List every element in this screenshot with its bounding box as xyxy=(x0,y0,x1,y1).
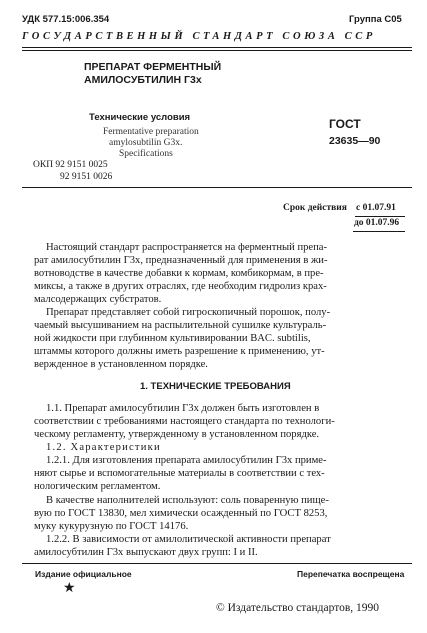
validity-underline-from xyxy=(355,216,405,217)
text-line: малсодержащих субстратов. xyxy=(34,294,162,305)
clause-1-2-2 xyxy=(34,533,404,559)
text-line: вотноводстве в качестве добавки к кормам, комбикормам, в пре- xyxy=(34,268,324,279)
clause-1-2-1 xyxy=(34,454,404,493)
header-rule-top xyxy=(22,47,412,48)
document-title-line1: ПРЕПАРАТ ФЕРМЕНТНЫЙ xyxy=(84,61,222,73)
text-line: штаммы которого должны иметь разрешение к применению, ут- xyxy=(34,346,325,357)
english-title-line2: amylosubtilin G3x. xyxy=(109,138,183,148)
text-line: вержденное в установленном порядке. xyxy=(34,359,208,370)
clause-1-2 xyxy=(34,441,404,454)
udk-code: УДК 577.15:006.354 xyxy=(22,14,110,25)
copyright-notice: © Издательство стандартов, 1990 xyxy=(216,602,380,614)
text-line: 1.2.2. В зависимости от амилолитической активности препарат xyxy=(46,534,331,545)
validity-underline-to xyxy=(353,231,405,232)
english-title-line3: Specifications xyxy=(119,149,173,159)
text-line: вую по ГОСТ 13830, мел химически осажденный по ГОСТ 8253, xyxy=(34,508,328,519)
text-line: рат амилосубтилин Г3х, предназначенный для применения в жи- xyxy=(34,255,328,266)
text-line: 1.2. Характеристики xyxy=(46,442,161,453)
text-line: 1.1. Препарат амилосубтилин Г3х должен быть изготовлен в xyxy=(46,403,320,414)
text-line: миксы, а также в других отраслях, где необходим гидролиз крах- xyxy=(34,281,327,292)
group-code: Группа С05 xyxy=(349,14,402,25)
validity-to: до 01.07.96 xyxy=(354,218,400,228)
english-title-line1: Fermentative preparation xyxy=(103,127,199,137)
section-heading: 1. ТЕХНИЧЕСКИЕ ТРЕБОВАНИЯ xyxy=(140,381,291,392)
standard-title: ГОСУДАРСТВЕННЫЙ СТАНДАРТ СОЮЗА ССР xyxy=(22,31,376,42)
official-edition-label: Издание официальное xyxy=(35,569,132,579)
document-subtitle: Технические условия xyxy=(89,112,191,123)
text-line: ной жидкости при глубинном культивировании BAC. subtilis, xyxy=(34,333,311,344)
intro-paragraph-2 xyxy=(34,306,404,371)
text-line: чаемый высушиванием на распылительной сушилке культураль- xyxy=(34,320,327,331)
text-line: няют сырье и вспомогательные материалы в соответствии с тех- xyxy=(34,468,325,479)
text-line: амилосубтилин Г3х выпускают двух групп: I и II. xyxy=(34,547,258,558)
text-line: ческому регламенту, утвержденному в установленном порядке. xyxy=(34,429,320,440)
star-icon: ★ xyxy=(63,581,76,596)
text-line: соответствии с требованиями настоящего стандарта по технологи- xyxy=(34,416,335,427)
document-title-line2: АМИЛОСУБТИЛИН Г3х xyxy=(84,74,202,86)
validity-from: с 01.07.91 xyxy=(356,203,396,213)
validity-label: Срок действия xyxy=(283,203,347,213)
text-line: В качестве наполнителей используют: соль поваренную пище- xyxy=(46,495,329,506)
text-line: Настоящий стандарт распространяется на ферментный препа- xyxy=(46,242,328,253)
gost-label: ГОСТ xyxy=(329,117,361,131)
title-block-rule xyxy=(22,187,412,188)
text-line: муку кукурузную по ГОСТ 14176. xyxy=(34,521,189,532)
okp-code-1: ОКП 92 9151 0025 xyxy=(33,160,108,170)
text-line: нологическим регламентом. xyxy=(34,481,161,492)
footer-rule xyxy=(22,563,412,564)
fillers-paragraph xyxy=(34,494,404,533)
intro-paragraph-1 xyxy=(34,241,404,306)
text-line: 1.2.1. Для изготовления препарата амилосубтилин Г3х приме- xyxy=(46,455,327,466)
gost-number: 23635—90 xyxy=(329,135,381,147)
clause-1-1 xyxy=(34,402,404,441)
okp-code-2: 92 9151 0026 xyxy=(60,172,113,182)
header-rule-bottom xyxy=(22,50,412,51)
reprint-prohibited-label: Перепечатка воспрещена xyxy=(297,569,405,579)
text-line: Препарат представляет собой гигроскопичный порошок, полу- xyxy=(46,307,331,318)
